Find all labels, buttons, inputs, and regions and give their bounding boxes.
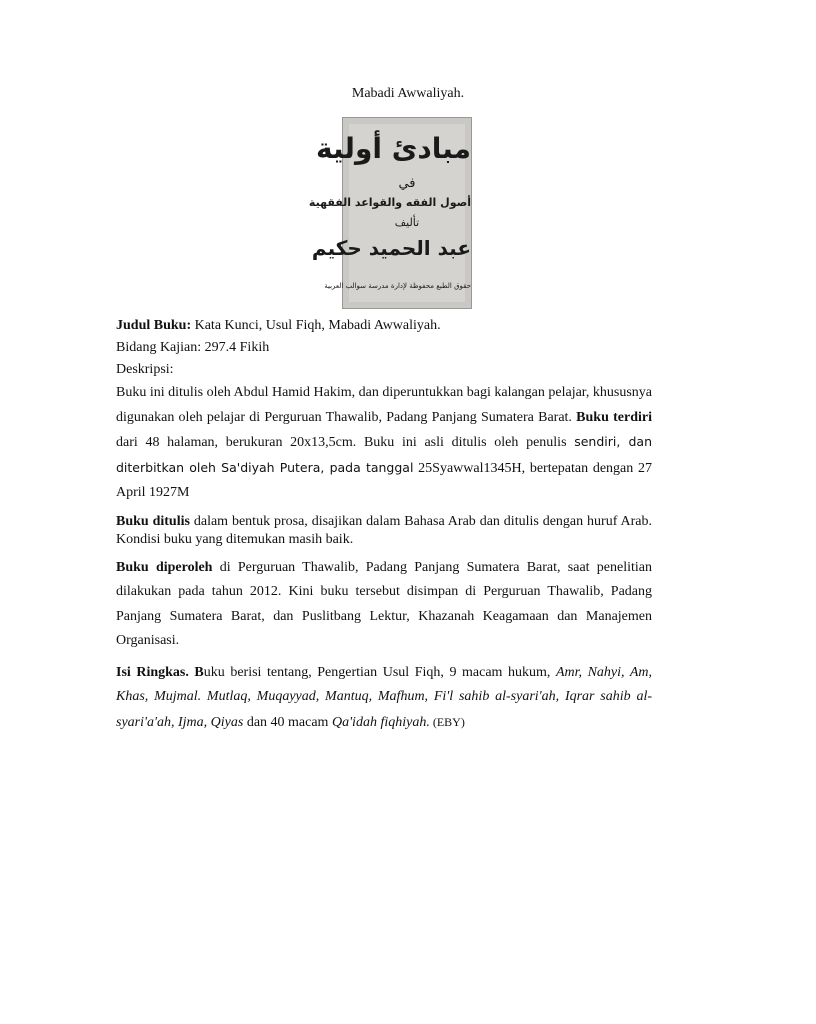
- cover-arabic-subtitle: أصول الفقه والقواعد الفقهية: [308, 196, 471, 209]
- para2-text: dalam bentuk prosa, disajikan dalam Bahasa Arab dan ditulis dengan huruf Arab. Kondisi buku yang ditemukan masih baik.: [116, 513, 652, 547]
- isi-text-c: (EBY): [429, 714, 465, 729]
- isi-text-b: dan 40 macam: [243, 714, 332, 730]
- document-title: Mabadi Awwaliyah.: [351, 86, 465, 101]
- book-cover-image: [308, 117, 472, 309]
- para3-bold: Buku diperoleh: [116, 559, 213, 575]
- paragraph-description: [116, 381, 652, 506]
- para1-text-d: 25Syawwal1345H, bertepatan dengan 27 April 1927M: [116, 460, 652, 500]
- isi-italic-terms: Amr, Nahyi, Am, Khas, Mujmal. Mutlaq, Muqayyad, Mantuq, Mafhum, Fi'l sahib al-syari'ah, Iqrar sahib al-syari'a'ah, Ijma, Qiyas: [116, 664, 652, 730]
- document-body: [116, 315, 652, 735]
- para1-text-c: sendiri, dan diterbitkan oleh Sa'diyah Putera, pada tanggal: [116, 434, 652, 475]
- paragraph-obtained: [116, 556, 652, 654]
- isi-italic-qaidah: Qa'idah fiqhiyah.: [331, 714, 430, 730]
- para3-text: di Perguruan Thawalib, Padang Panjang Sumatera Barat, saat penelitian dilakukan pada tahun 2012. Kini buku tersebut disimpan di Perguruan Thawalib, Padang Panjang Sumatera Barat, dan Puslitbang Lektur, Khazanah Keagamaan dan Manajemen Organisasi.: [116, 559, 652, 648]
- para1-bold: Buku terdiri: [576, 409, 652, 425]
- para2-bold: Buku ditulis: [116, 513, 190, 529]
- cover-arabic-fi: في: [398, 176, 416, 191]
- cover-arabic-author: عبد الحميد حكيم: [311, 236, 471, 260]
- bidang-line: Bidang Kajian: 297.4 Fikih: [116, 340, 270, 355]
- deskripsi-label: Deskripsi:: [116, 362, 174, 377]
- paragraph-summary: [116, 661, 652, 736]
- judul-line: [116, 315, 652, 337]
- cover-arabic-title: مبادئ أولية: [316, 132, 471, 165]
- cover-arabic-footer: حقوق الطبع محفوظة لإدارة مدرسة سوالب العربية: [324, 282, 471, 290]
- paragraph-written: [116, 513, 652, 549]
- cover-arabic-taalif: تأليف: [394, 216, 420, 229]
- judul-label: Judul Buku:: [116, 318, 192, 333]
- para1-text-a: Buku ini ditulis oleh Abdul Hamid Hakim, dan diperuntukkan bagi kalangan pelajar, khususnya digunakan oleh pelajar di Perguruan Thawalib, Padang Panjang Sumatera Barat.: [116, 385, 653, 425]
- isi-label: Isi Ringkas. B: [116, 664, 204, 680]
- para1-text-b: dari 48 halaman, berukuran 20x13,5cm. Buku ini asli ditulis oleh penulis: [116, 435, 575, 450]
- isi-text-a: uku berisi tentang, Pengertian Usul Fiqh, 9 macam hukum,: [203, 664, 556, 680]
- judul-value: Kata Kunci, Usul Fiqh, Mabadi Awwaliyah.: [191, 318, 441, 333]
